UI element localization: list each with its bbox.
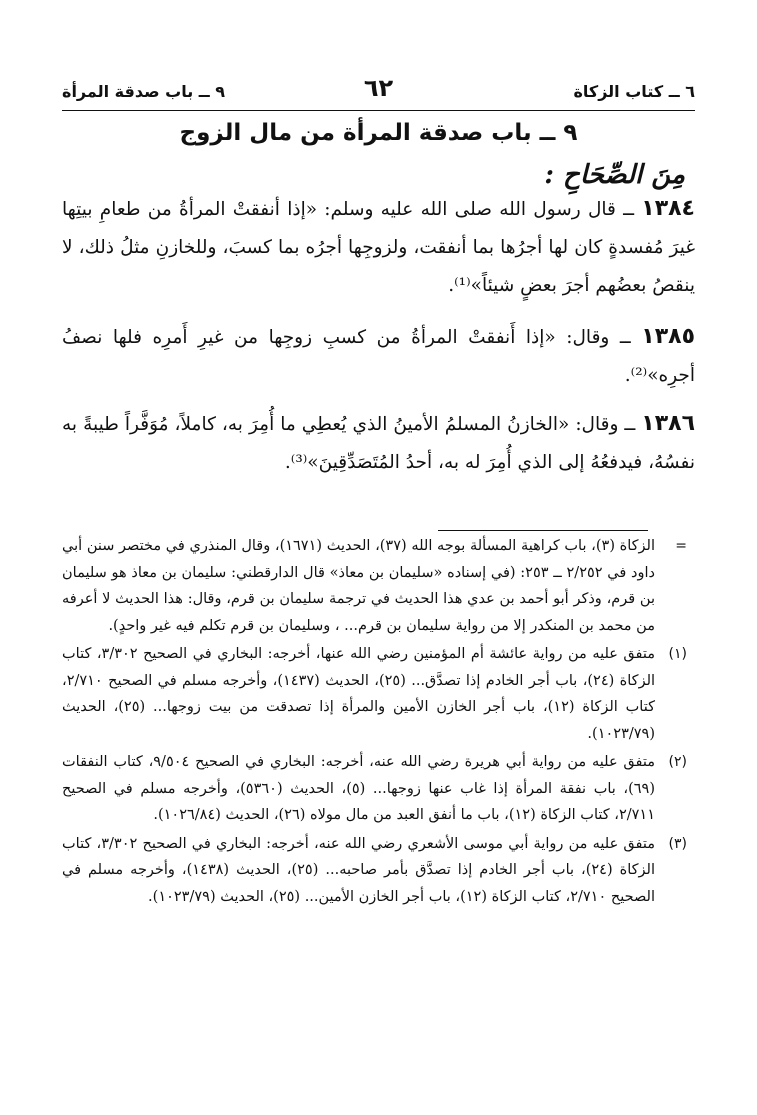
footnotes bbox=[62, 533, 695, 910]
header-chapter-title: ٩ ــ باب صدقة المرأة bbox=[62, 82, 226, 101]
footnote-text: متفق عليه من رواية أبي موسى الأشعري رضي الله عنه، أخرجه: البخاري في الصحيح ٣/٣٠٢، كتاب الزكاة (٢٤)، باب أجر الخادم إذا تصدَّق بأمر صاحبه... (٢٥)، الحديث (١٤٣٨)، وأخرجه مسلم في الصحيح ٢/٧١٠، كتاب الزكاة (١٢)، باب أجر الخازن الأمين... (٢٥)، الحديث (١٠٢٣/٧٩). bbox=[62, 835, 655, 905]
footnote-marker: (٢) bbox=[668, 754, 687, 770]
hadith-text: ــ قال رسول الله صلى الله عليه وسلم: «إذا أنفقتْ المرأةُ من طعامِ بيتِها غيرَ مُفسدةٍ كان لها أجرُها بما أنفقت، ولزوجِها أجرُه بما كسبَ، وللخازنِ مثلُ ذلك، لا ينقصُ بعضُهم أجرَ بعضٍ شيئاً»⁽¹⁾. bbox=[62, 199, 695, 296]
source-heading: مِنَ الصِّحَاحِ : bbox=[544, 160, 685, 190]
footnote-text: متفق عليه من رواية عائشة أم المؤمنين رضي الله عنها، أخرجه: البخاري في الصحيح ٣/٣٠٢، كتاب الزكاة (٢٤)، باب أجر الخادم إذا تصدَّق... (٢٥)، الحديث (١٤٣٧)، وأخرجه مسلم في الصحيح ٢/٧١٠، كتاب الزكاة (١٢)، باب أجر الخازن الأمين والمرأة إذا تصدقت من بيت زوجها... (٢٥)، الحديث (١٠٢٣/٧٩). bbox=[62, 646, 656, 742]
footnote-text: متفق عليه من رواية أبي هريرة رضي الله عنه، أخرجه: البخاري في الصحيح ٩/٥٠٤، كتاب النفقات (٦٩)، باب نفقة المرأة إذا غاب عنها زوجها... (٥)، الحديث (٥٣٦٠)، وأخرجه مسلم في الصحيح ٢/٧١١، كتاب الزكاة (١٢)، باب ما أنفق العبد من مال مولاه (٢٦)، الحديث (١٠٢٦/٨٤). bbox=[62, 754, 655, 823]
hadith-entry bbox=[62, 405, 695, 482]
footnote-marker: = bbox=[675, 538, 687, 554]
hadith-entry bbox=[62, 190, 695, 305]
header-book-title: ٦ ــ كتاب الزكاة bbox=[573, 82, 695, 101]
running-header bbox=[62, 70, 695, 111]
hadith-text: ــ وقال: «الخازنُ المسلمُ الأمينُ الذي يُعطِي ما أُمِرَ به، كاملاً، مُوَفَّراً طيبةً به نفسُهُ، فيدفعُهُ إلى الذي أُمِرَ له به، أحدُ المُتَصَدِّقِينَ»⁽³⁾. bbox=[62, 414, 695, 473]
hadith-number: ١٣٨٦ bbox=[641, 411, 695, 436]
footnote-item bbox=[62, 641, 695, 747]
hadith-number: ١٣٨٥ bbox=[641, 324, 695, 349]
footnote-marker: (١) bbox=[668, 646, 687, 662]
page-number: ٦٢ bbox=[363, 74, 394, 102]
hadith-text: ــ وقال: «إذا أَنفقتْ المرأةُ من كسبِ زوجِها من غيرِ أَمرِه فلها نصفُ أجرِه»⁽²⁾. bbox=[62, 327, 695, 386]
footnote-divider bbox=[438, 530, 648, 531]
footnote-text: الزكاة (٣)، باب كراهية المسألة بوجه الله (٣٧)، الحديث (١٦٧١)، وقال المنذري في مختصر سنن أبي داود في ٢/٢٥٢ ــ ٢٥٣: (في إسناده «سليمان بن معاذ» قال الدارقطني: سليمان بن معاذ هو سليمان بن قرم، وذكر أبو أحمد بن عدي هذا الحديث في ترجمة سليمان بن قرم، وقال: هذا الحديث لا أعرفه من محمد بن المنكدر إلا من رواية سليمان بن قرم... ، وسليمان بن قرم تكلم فيه غير واحدٍ). bbox=[62, 538, 656, 634]
footnote-continuation bbox=[62, 533, 695, 639]
hadith-number: ١٣٨٤ bbox=[641, 196, 695, 221]
chapter-title: ٩ ــ باب صدقة المرأة من مال الزوج bbox=[179, 120, 578, 146]
footnote-marker: (٣) bbox=[668, 835, 687, 852]
footnote-item bbox=[62, 749, 695, 829]
footnote-item bbox=[62, 831, 695, 911]
hadith-entry bbox=[62, 318, 695, 395]
